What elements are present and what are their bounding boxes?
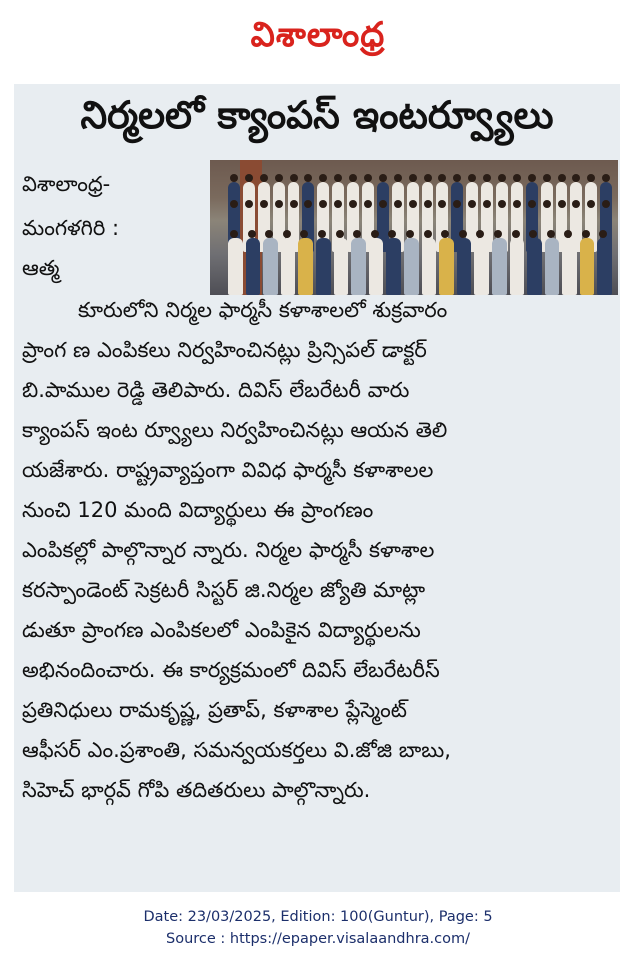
article-line: సిహెచ్ భార్గవ్ గోపి తదితరులు పాల్గొన్నారు. [22, 778, 371, 802]
group-photo [210, 160, 618, 295]
news-clipping [14, 84, 620, 892]
photo-person [580, 238, 595, 295]
article-line: యజేశారు. రాష్ట్రవ్యాప్తంగా వివిధ ఫార్మసీ కళాశాలల [22, 458, 434, 482]
photo-person [228, 238, 243, 295]
photo-person [492, 238, 507, 295]
photo-person [369, 238, 384, 295]
masthead-logo: విశాలాంధ్ర [250, 15, 386, 55]
headline: నిర్మలలో క్యాంపస్ ఇంటర్వ్యూలు [80, 93, 554, 137]
dateline-line: మంగళగిరి : [22, 216, 120, 240]
photo-person [422, 238, 437, 295]
dateline-line: విశాలాంధ్ర- [22, 172, 111, 196]
photo-person [334, 238, 349, 295]
article-line: ప్రాంగ ణ ఎంపికలు నిర్వహించినట్లు ప్రిన్సిపల్ డాక్టర్ [22, 338, 427, 362]
photo-person [281, 238, 296, 295]
source-footer [0, 906, 636, 950]
photo-person [263, 238, 278, 295]
article-line: కరస్పాండెంట్ సెక్రటరీ సిస్టర్ జి.నిర్మల జ్యోతి మాట్లా [22, 578, 426, 602]
photo-person [510, 238, 525, 295]
photo-person [404, 238, 419, 295]
photo-person [527, 238, 542, 295]
photo-person [439, 238, 454, 295]
article-line: ఆఫీసర్ ఎం.ప్రశాంతి, సమన్వయకర్తలు వి.జోజి బాబు, [22, 738, 451, 762]
article-line: డుతూ ప్రాంగణ ఎంపికలలో ఎంపికైన విద్యార్థులను [22, 618, 421, 642]
article-line: బి.పాముల రెడ్డి తెలిపారు. దివిస్ లేబరేటరీ వారు [22, 378, 410, 402]
dateline-line: ఆత్మ [22, 256, 60, 280]
photo-person [316, 238, 331, 295]
photo-person [246, 238, 261, 295]
article-line: క్యాంపస్ ఇంట ర్వ్యూలు నిర్వహించినట్లు ఆయన తెలి [22, 418, 448, 442]
photo-row [228, 238, 612, 295]
article-line: ఎంపికల్లో పాల్గొన్నార న్నారు. నిర్మల ఫార్మసీ కళాశాల [22, 538, 435, 562]
photo-person [597, 238, 612, 295]
article-line: అభినందించారు. ఈ కార్యక్రమంలో దివిస్ లేబరేటరీస్ [22, 658, 440, 682]
photo-person [298, 238, 313, 295]
dateline [22, 162, 212, 286]
masthead [0, 0, 636, 78]
article-body [22, 290, 614, 810]
photo-person [545, 238, 560, 295]
photo-person [386, 238, 401, 295]
article-line: నుంచి 120 మంది విద్యార్థులు ఈ ప్రాంగణం [22, 498, 374, 522]
article-line: ప్రతినిధులు రామకృష్ణ, ప్రతాప్, కళాశాల ప్లేస్మెంట్ [22, 698, 407, 722]
photo-person [457, 238, 472, 295]
photo-person [351, 238, 366, 295]
photo-person [562, 238, 577, 295]
photo-person [474, 238, 489, 295]
footer-source: Source : https://epaper.visalaandhra.com/ [166, 931, 470, 947]
article-line: కూరులోని నిర్మల ఫార్మసీ కళాశాలలో శుక్రవారం [78, 298, 448, 322]
footer-date: Date: 23/03/2025, Edition: 100(Guntur), Page: 5 [143, 909, 493, 925]
